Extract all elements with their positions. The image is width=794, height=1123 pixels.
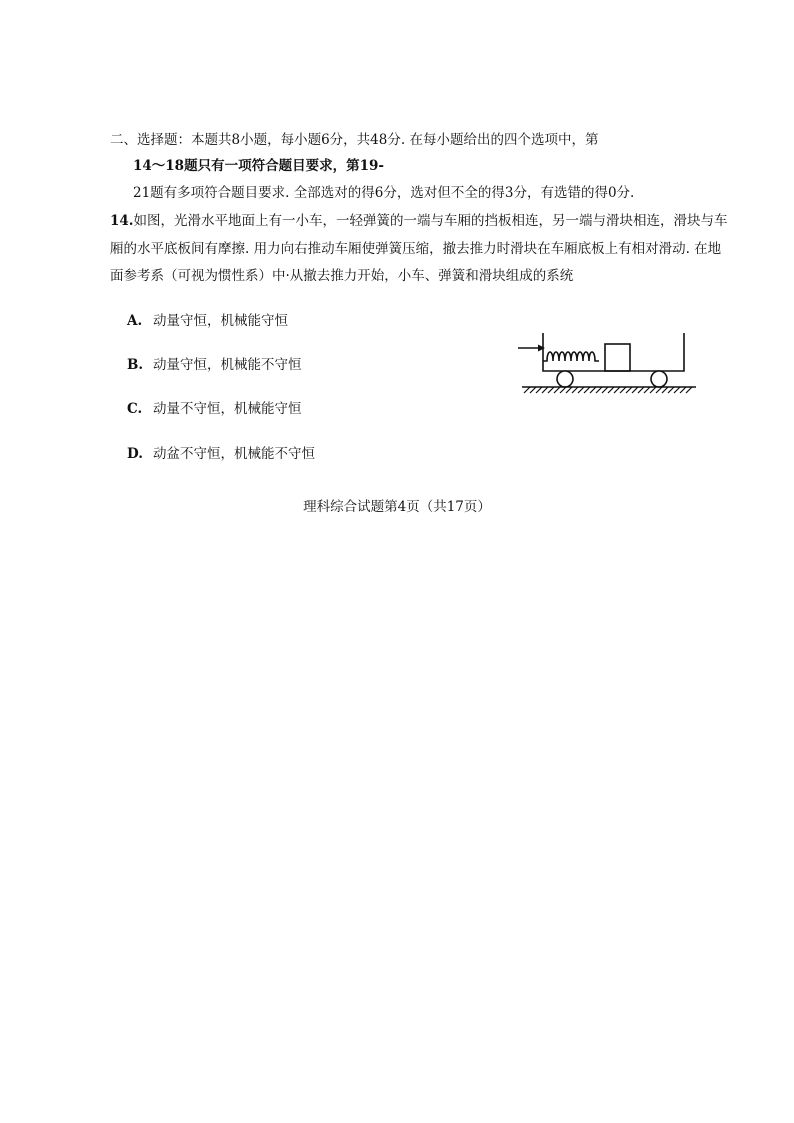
option-text: 动盆不守恒，机械能不守恒 [153, 446, 315, 462]
question-14-line-3: 面参考系（可视为惯性系）中·从撤去推力开始，小车、弹簧和滑块组成的系统 [110, 268, 574, 284]
question-14-line-1 [110, 212, 728, 230]
right-wheel [651, 371, 667, 387]
option-b [127, 356, 302, 374]
slider-block [605, 344, 630, 371]
option-text: 动量不守恒，机械能守恒 [153, 401, 302, 417]
option-d [127, 445, 315, 463]
section-header-line-2: 14～18题只有一项符合题目要求，第19- [133, 158, 384, 174]
option-text: 动量守恒，机械能不守恒 [153, 357, 302, 373]
ground-hatching [524, 387, 692, 393]
question-text-1: 如图，光滑水平地面上有一小车，一轻弹簧的一端与车厢的挡板相连，另一端与滑块相连，滑块与车 [133, 213, 728, 229]
page-footer: 理科综合试题第4页（共17页） [303, 499, 491, 515]
question-14-line-2: 厢的水平底板间有摩擦. 用力向右推动车厢使弹簧压缩，撤去推力时滑块在车厢底板上有相对滑动. 在地 [110, 241, 722, 257]
section-header-line-3: 21题有多项符合题目要求. 全部选对的得6分，选对但不全的得3分，有选错的得0分. [133, 185, 635, 201]
option-letter: D. [127, 446, 143, 462]
left-wheel [557, 371, 573, 387]
option-letter: B. [127, 357, 144, 373]
spring [543, 352, 599, 361]
cart-spring-block-diagram [510, 325, 700, 400]
cart-body [543, 333, 684, 371]
push-arrow-head [538, 345, 545, 352]
option-a [127, 312, 288, 330]
option-text: 动量守恒，机械能守恒 [153, 313, 288, 329]
option-letter: A. [127, 313, 143, 329]
section-header-line-1: 二、选择题：本题共8小题，每小题6分，共48分. 在每小题给出的四个选项中，第 [110, 132, 599, 148]
option-c [127, 400, 302, 418]
question-number: 14. [110, 213, 134, 229]
option-letter: C. [127, 401, 143, 417]
